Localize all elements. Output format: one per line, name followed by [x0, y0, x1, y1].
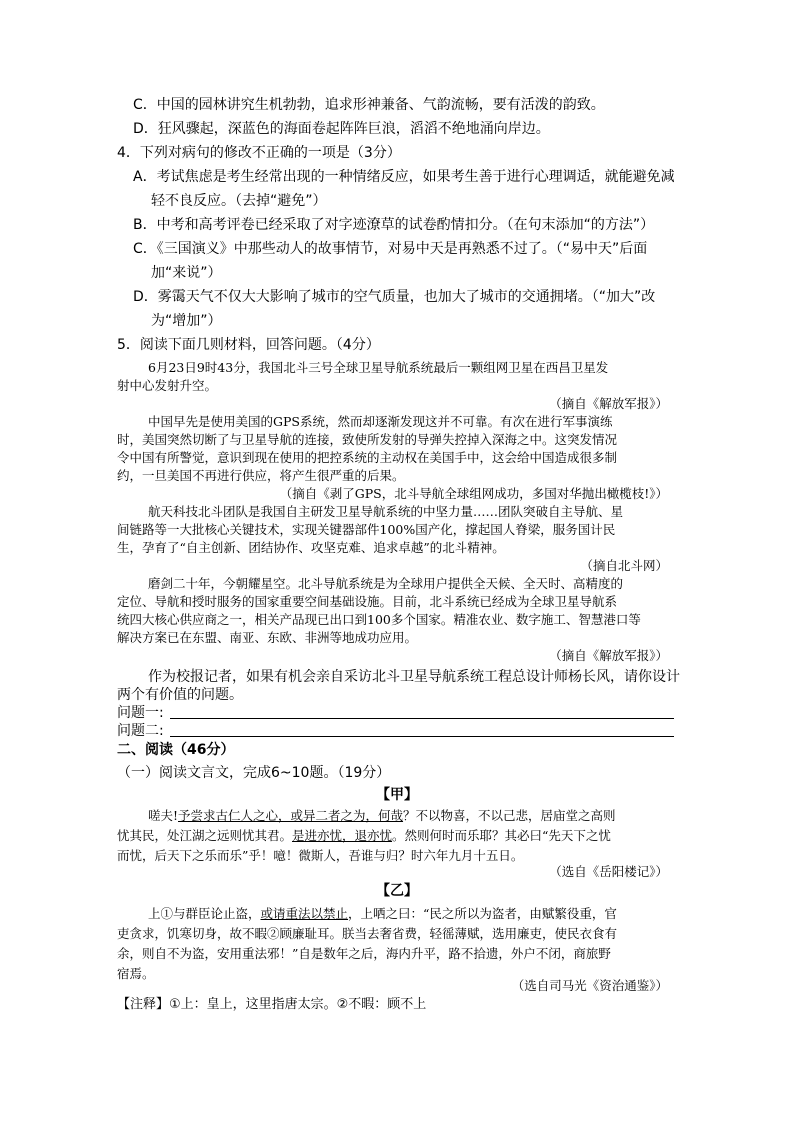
q4-stem: 4．下列对病句的修改不正确的一项是（3分） — [117, 145, 401, 161]
section2-subtitle: （一）阅读文言文，完成6~10题。（19分） — [117, 765, 391, 781]
yi-line2: 吏贪求，饥寒切身，故不暇②顾廉耻耳。朕当去奢省费，轻徭薄赋，选用廉吏，使民衣食有 — [117, 926, 618, 941]
q4-option-b: B．中考和高考评卷已经采取了对字迹潦草的试卷酌情扣分。（在句末添加“的方法”） — [133, 217, 655, 233]
material3-line3: 生，孕育了“自主创新、团结协作、攻坚克难、追求卓越”的北斗精神。 — [117, 540, 505, 555]
material4-source: （摘自《解放军报》） — [549, 648, 668, 663]
material4-line3: 统四大核心供应商之一，相关产品现已出口到100多个国家。精准农业、数字施工、智慧港口等 — [117, 612, 641, 627]
yi-line3: 余，则自不为盗，安用重法邪！”自是数年之后，海内升平，路不拾遗，外户不闭，商旅野 — [117, 946, 611, 961]
q3-option-c: C．中国的园林讲究生机勃勃，追求形神兼备、气韵流畅，要有活泼的韵致。 — [133, 97, 605, 113]
q5-task-line2: 两个有价值的问题。 — [117, 687, 243, 703]
yi-line1-start: 上①与群臣论止盗， — [148, 906, 261, 921]
yi-line1 — [148, 906, 617, 922]
question-two-label: 问题二: — [117, 723, 164, 739]
material4-line1: 磨剑二十年，今朝耀星空。北斗导航系统是为全球用户提供全天候、全天时、高精度的 — [148, 576, 624, 591]
annotation-note: 【注释】①上：皇上，这里指唐太宗。②不暇：顾不上 — [117, 997, 427, 1012]
jia-line2-end: 。然则何时而乐耶？其必曰“先天下之忧 — [392, 828, 611, 843]
yi-source: （选自司马光《资治通鉴》） — [511, 978, 668, 993]
material3-line1: 航天科技北斗团队是我国自主研发卫星导航系统的中坚力量……团队突破自主导航、星 — [148, 504, 624, 519]
material3-source: （摘自北斗网） — [580, 558, 668, 573]
jia-line3: 而忧，后天下之乐而乐”乎！噫！微斯人，吾谁与归？时六年九月十五日。 — [117, 848, 524, 863]
jia-line1-underlined: 予尝求古仁人之心，或异二者之为，何哉 — [178, 808, 404, 823]
material2-line4: 约，一旦美国不再进行供应，将产生很严重的后果。 — [117, 468, 405, 483]
q4-option-d-line1: D．雾霭天气不仅大大影响了城市的空气质量，也加大了城市的交通拥堵。（“加大”改 — [133, 289, 656, 305]
q4-option-a-line2: 轻不良反应。（去掉“避免”） — [151, 193, 327, 209]
yi-line1-underlined: 或请重法以禁止 — [260, 906, 349, 921]
material2-line3: 令中国有所警觉，意识到现在使用的把控系统的主动权在美国手中，这会给中国造成很多制 — [117, 450, 618, 465]
material2-line2: 时，美国突然切断了与卫星导航的连接，致使所发射的导弹失控掉入深海之中。这突发情况 — [117, 432, 618, 447]
question-two-answer-line[interactable] — [170, 736, 674, 737]
jia-line1-end: ？不以物喜，不以己悲，居庙堂之高则 — [403, 808, 616, 823]
q3-option-d: D．狂风骤起，深蓝色的海面卷起阵阵巨浪，滔滔不绝地涌向岸边。 — [133, 121, 550, 137]
jia-line2 — [117, 828, 611, 844]
question-one-label: 问题一: — [117, 705, 164, 721]
q4-option-a-line1: A．考试焦虑是考生经常出现的一种情绪反应，如果考生善于进行心理调适，就能避免减 — [133, 169, 675, 185]
yi-line1-end: ，上哂之曰：“民之所以为盗者，由赋繁役重，官 — [348, 906, 617, 921]
question-one-answer-line[interactable] — [170, 718, 674, 719]
q4-option-c-line2: 加“来说”） — [151, 265, 222, 281]
q5-task-line1: 作为校报记者，如果有机会亲自采访北斗卫星导航系统工程总设计师杨长风，请你设计 — [148, 669, 680, 685]
q4-option-d-line2: 为“增加”） — [151, 313, 222, 329]
q5-stem: 5．阅读下面几则材料，回答问题。（4分） — [117, 337, 380, 353]
material2-line1: 中国早先是使用美国的GPS系统，然而却逐渐发现这并不可靠。有次在进行军事演练 — [148, 414, 613, 429]
passage-yi-heading: 【乙】 — [376, 883, 418, 899]
yi-line4: 宿焉。 — [117, 966, 155, 981]
jia-line1 — [148, 808, 616, 824]
material2-source: （摘自《剥了GPS，北斗导航全球组网成功，多国对华抛出橄榄枝!》） — [279, 486, 668, 501]
jia-line2-start: 忧其民，处江湖之远则忧其君。 — [117, 828, 293, 843]
material4-line4: 解决方案已在东盟、南亚、东欧、非洲等地成功应用。 — [117, 630, 418, 645]
jia-line2-underlined: 是进亦忧，退亦忧 — [292, 828, 393, 843]
material1-source: （摘自《解放军报》） — [549, 396, 668, 411]
material4-line2: 定位、导航和授时服务的国家重要空间基础设施。目前，北斗系统已经成为全球卫星导航系 — [117, 594, 618, 609]
jia-source: （选自《岳阳楼记》） — [549, 864, 668, 879]
q4-option-c-line1: C．《三国演义》中那些动人的故事情节，对易中天是再熟悉不过了。（“易中天”后面 — [133, 241, 648, 257]
section2-title: 二、阅读（46分） — [117, 742, 235, 758]
material1-line2: 射中心发射升空。 — [117, 378, 218, 393]
material3-line2: 间链路等一大批核心关键技术，实现关键器部件100%国产化，撑起国人脊梁，服务国计民 — [117, 522, 616, 537]
jia-line1-start: 嗟夫! — [148, 808, 179, 823]
material1-line1: 6月23日9时43分，我国北斗三号全球卫星导航系统最后一颗组网卫星在西昌卫星发 — [148, 360, 609, 375]
passage-jia-heading: 【甲】 — [376, 787, 418, 803]
